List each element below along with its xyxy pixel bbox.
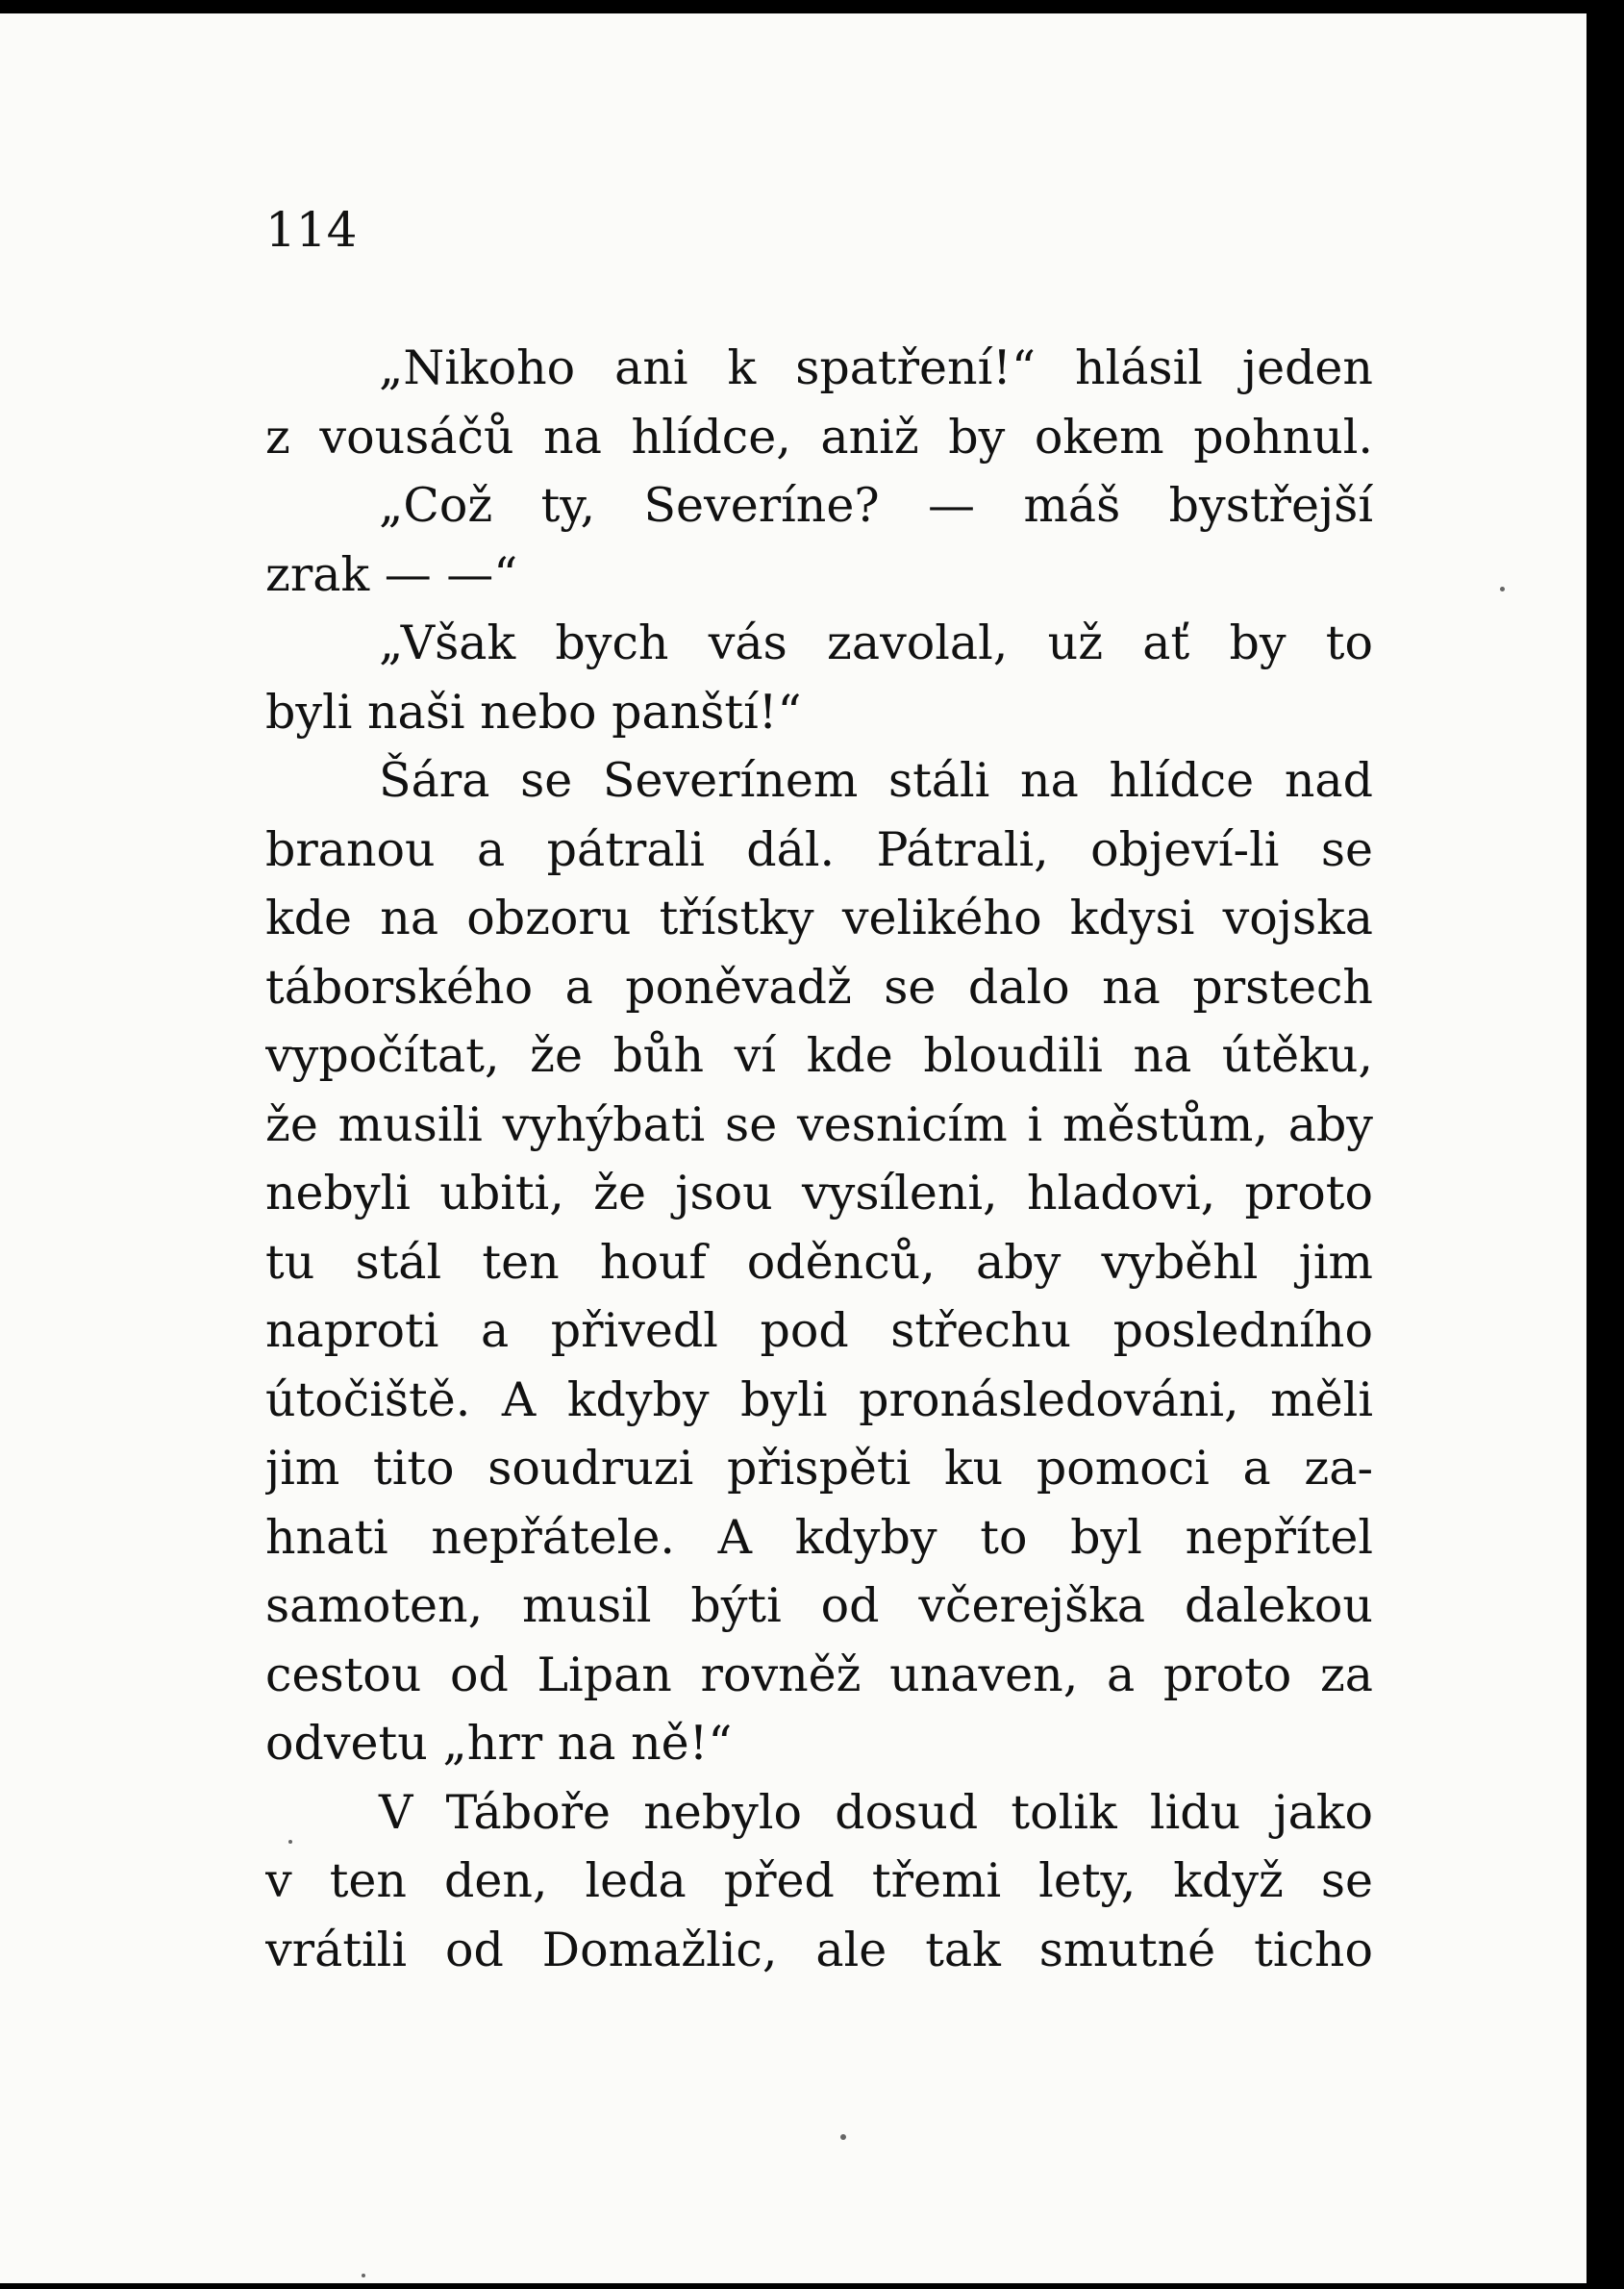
text-line: byli naši nebo panští!“ (265, 684, 802, 740)
text-line: hnati nepřátele. A kdyby to byl nepřítel (265, 1509, 1373, 1565)
page-number: 114 (265, 202, 358, 258)
dust-speck (840, 2134, 846, 2140)
text-line: z vousáčů na hlídce, aniž by okem pohnul. (265, 409, 1373, 465)
text-line: Šára se Severínem stáli na hlídce nad (379, 753, 1373, 808)
text-line: kde na obzoru třístky velikého kdysi vojska (265, 891, 1373, 945)
text-line: jim tito soudruzi přispěti ku pomoci a za- (265, 1441, 1373, 1496)
text-line: útočiště. A kdyby byli pronásledováni, měli (265, 1371, 1373, 1427)
text-line: táborského a poněvadž se dalo na prstech (265, 959, 1373, 1015)
text-line: cestou od Lipan rovněž unaven, a proto za (265, 1647, 1373, 1702)
text-line: „Nikoho ani k spatření!“ hlásil jeden (379, 340, 1373, 395)
text-line: že musili vyhýbati se vesnicím i městům, aby (265, 1096, 1373, 1152)
text-line: vypočítat, že bůh ví kde bloudili na útěku, (265, 1028, 1373, 1083)
text-line: naproti a přivedl pod střechu posledního (265, 1303, 1373, 1358)
dust-speck (288, 1840, 292, 1844)
text-line: „Však bych vás zavolal, už ať by to (379, 616, 1373, 670)
text-line: nebyli ubiti, že jsou vysíleni, hladovi, proto (265, 1166, 1373, 1220)
dust-speck (1500, 587, 1505, 591)
text-line: vrátili od Domažlic, ale tak smutné ticho (265, 1922, 1373, 1977)
page-edge-shadow (1587, 0, 1624, 2289)
text-line: v ten den, leda před třemi lety, když se (265, 1853, 1373, 1908)
text-line: odvetu „hrr na ně!“ (265, 1716, 733, 1771)
text-line: zrak — —“ (265, 546, 518, 602)
text-line: V Táboře nebylo dosud tolik lidu jako (379, 1784, 1373, 1840)
text-line: „Což ty, Severíne? — máš bystřejší (379, 478, 1373, 533)
dust-speck (362, 2274, 365, 2277)
text-line: branou a pátrali dál. Pátrali, objeví-li se (265, 821, 1373, 877)
body-text (265, 334, 1373, 1984)
book-page (0, 13, 1587, 2283)
text-line: samoten, musil býti od včerejška dalekou (265, 1578, 1373, 1633)
text-line: tu stál ten houf oděnců, aby vyběhl jim (265, 1234, 1373, 1290)
